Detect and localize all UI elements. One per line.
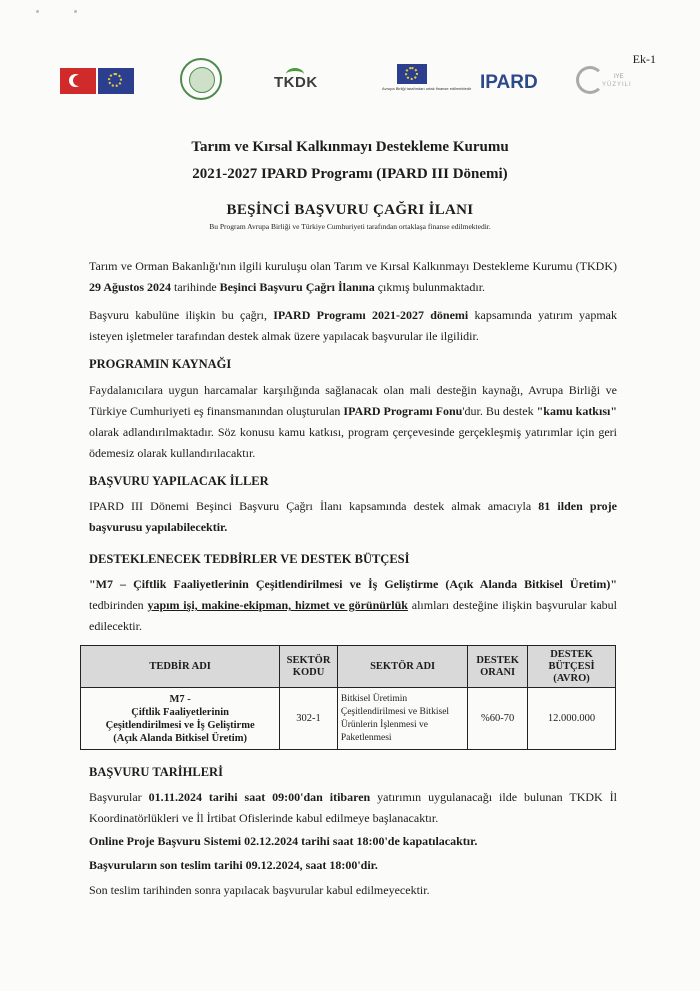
logo-bar xyxy=(60,60,650,100)
column-header: TEDBİR ADI xyxy=(81,646,280,688)
eu-flag-icon xyxy=(98,68,134,94)
budget-table xyxy=(80,645,616,750)
scan-dot xyxy=(74,10,77,13)
intro-paragraph-2: Başvuru kabulüne ilişkin bu çağrı, IPARD Programı 2021-2027 dönemi kapsamında yatırım yapmak isteyen işletmeler tarafından destek almak üzere yapılacak başvurular ile ilgilidir. xyxy=(89,308,617,343)
column-header: SEKTÖR ADI xyxy=(337,646,467,688)
cofinance-note: Bu Program Avrupa Birliği ve Türkiye Cumhuriyeti tarafından ortaklaşa finanse edilmektedir. xyxy=(209,222,491,231)
call-title: BEŞİNCİ BAŞVURU ÇAĞRI İLANI xyxy=(226,202,474,218)
ministry-seal-logo xyxy=(180,58,222,100)
turkey-flag-icon xyxy=(60,68,96,94)
eu-flag-icon xyxy=(397,64,427,84)
institution-title: Tarım ve Kırsal Kalkınmayı Destekleme Kurumu xyxy=(191,139,509,155)
program-title: 2021-2027 IPARD Programı (IPARD III Dönemi) xyxy=(192,166,508,182)
century-arc-icon xyxy=(576,66,604,94)
section-heading-dates: BAŞVURU TARİHLERİ xyxy=(89,765,223,779)
table-cell: M7 - Çiftlik Faaliyetlerinin Çeşitlendirilmesi ve İş Geliştirme (Açık Alanda Bitkisel Üretim) xyxy=(81,688,280,750)
column-header: DESTEK BÜTÇESİ (AVRO) xyxy=(527,646,615,688)
tkdk-logo: TKDK xyxy=(274,74,318,91)
section-heading-provinces: BAŞVURU YAPILACAK İLLER xyxy=(89,474,269,488)
century-logo: IYE YÜZYILI xyxy=(576,66,636,100)
turkey-eu-flags-logo xyxy=(60,68,134,94)
measures-paragraph: "M7 – Çiftlik Faaliyetlerinin Çeşitlendirilmesi ve İş Geliştirme (Açık Alanda Bitkisel Üretim)" tedbirinden yapım işi, makine-ekipman, hizmet ve görünürlük alımları desteğine ilişkin başvurular kabul edilecektir. xyxy=(89,577,618,633)
dates-deadline: Başvuruların son teslim tarihi 09.12.2024, saat 18:00'dir. xyxy=(89,858,378,872)
provinces-paragraph: IPARD III Dönemi Beşinci Başvuru Çağrı İlanı kapsamında destek almak amacıyla 81 ilden proje başvurusu yapılabilecektir. xyxy=(89,499,617,534)
eu-cofinance-logo xyxy=(382,64,472,91)
source-paragraph: Faydalanıcılara uygun harcamalar karşılığında sağlanacak olan mali desteğin kaynağı, Avrupa Birliği ve Türkiye Cumhuriyeti eş finansmanından oluşturulan IPARD Programı Fonu'dur. Bu destek "kamu katkısı" olarak adlandırılmaktadır. Söz konusu kamu katkısı, program çerçevesinde gerçekleşmiş yatırımlar için geri ödemesiz olarak kullandırılacaktır. xyxy=(89,383,617,460)
dates-online-close: Online Proje Başvuru Sistemi 02.12.2024 tarihi saat 18:00'de kapatılacaktır. xyxy=(89,834,478,848)
ipard-logo: IPARD xyxy=(480,72,538,93)
section-heading-source: PROGRAMIN KAYNAĞI xyxy=(89,357,232,371)
table-cell: %60-70 xyxy=(468,688,528,750)
eu-cofinance-caption: Avrupa Birliği tarafından ortak finanse edilmektedir xyxy=(382,86,472,91)
intro-paragraph-1: Tarım ve Orman Bakanlığı'nın ilgili kuruluşu olan Tarım ve Kırsal Kalkınmayı Destekleme Kurumu (TKDK) 29 Ağustos 2024 tarihinde Beşinci Başvuru Çağrı İlanına çıkmış bulunmaktadır. xyxy=(89,259,617,294)
table-header-row xyxy=(81,646,616,688)
section-heading-measures: DESTEKLENECEK TEDBİRLER VE DESTEK BÜTÇESİ xyxy=(89,552,410,566)
leaf-icon xyxy=(286,68,304,81)
annex-label: Ek-1 xyxy=(632,52,656,66)
table-cell: Bitkisel Üretimin Çeşitlendirilmesi ve Bitkisel Ürünlerin İşlenmesi ve Paketlenmesi xyxy=(337,688,467,750)
table-row xyxy=(81,688,616,750)
column-header: SEKTÖR KODU xyxy=(280,646,338,688)
column-header: DESTEK ORANI xyxy=(468,646,528,688)
table-cell: 302-1 xyxy=(280,688,338,750)
dates-late-note: Son teslim tarihinden sonra yapılacak başvurular kabul edilmeyecektir. xyxy=(89,883,430,897)
dates-paragraph: Başvurular 01.11.2024 tarihi saat 09:00'dan itibaren yatırımın uygulanacağı ilde bulunan TKDK İl Koordinatörlükleri ve İl İrtibat Ofislerinde kabul edilmeye başlanacaktır. xyxy=(89,790,617,825)
table-cell: 12.000.000 xyxy=(527,688,615,750)
scan-dot xyxy=(36,10,39,13)
